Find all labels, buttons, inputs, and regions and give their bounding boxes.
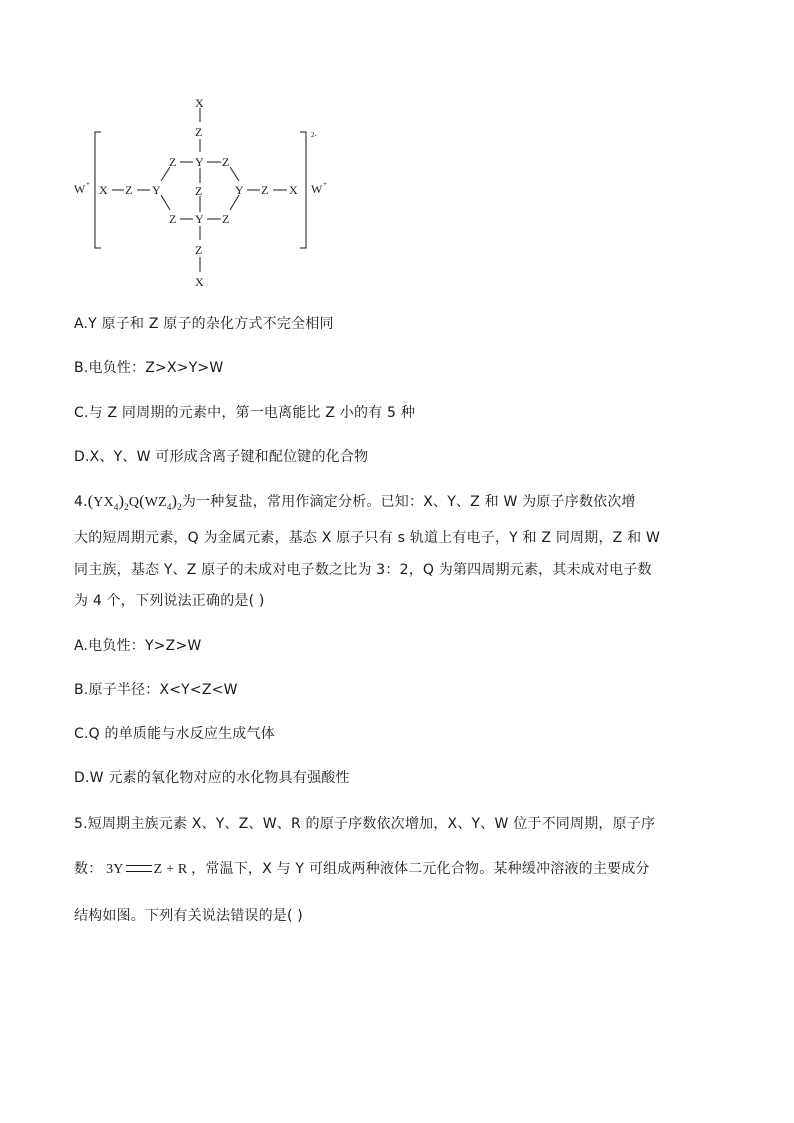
atom-z-upper-left: Z (169, 155, 177, 169)
cation-right: W (311, 182, 323, 196)
q4-number: 4. (74, 494, 88, 510)
atom-y-lower: Y (195, 212, 204, 226)
q4-stem-line-2: 大的短周期元素，Q 为金属元素，基态 X 原子只有 s 轨道上有电子，Y 和 Z 同周期，Z 和 W (74, 530, 660, 546)
q4-stem-line-4: 为 4 个，下列说法正确的是( ) (74, 593, 265, 609)
q4-formula: $(YX_4)_2Q(WZ_4)_2$ (87, 493, 182, 512)
q5-stem-line-2: 数： 3Y Z + R ，常温下，X 与 Y 可组成两种液体二元化合物。某种缓冲溶液的主要成分 (74, 861, 650, 877)
atom-x-top: X (195, 96, 204, 110)
borate-anion-structure-diagram (0, 0, 794, 300)
cation-left-charge: + (86, 180, 90, 188)
atom-z-center: Z (195, 184, 203, 198)
cation-right-charge: + (323, 180, 327, 188)
atom-z-lower-left: Z (169, 212, 177, 226)
atom-z-left: Z (125, 183, 133, 197)
atom-z-lower-right: Z (222, 212, 230, 226)
q5-stem-line-3: 结构如图。下列有关说法错误的是( ) (74, 908, 303, 924)
q4-option-d: D.W 元素的氧化物对应的水化物具有强酸性 (74, 770, 350, 786)
atom-y-right: Y (235, 183, 244, 197)
atom-z-upper-right: Z (222, 155, 230, 169)
q4-stem-line-3: 同主族，基态 Y、Z 原子的未成对电子数之比为 3：2，Q 为第四周期元素，其未成对电子数 (74, 562, 652, 578)
atom-y-upper: Y (195, 155, 204, 169)
atom-z-top: Z (195, 125, 203, 139)
q3-option-d: D.X、Y、W 可形成含离子键和配位键的化合物 (74, 449, 369, 465)
atom-z-bottom: Z (195, 243, 203, 257)
atom-z-right: Z (261, 183, 269, 197)
q5-stem-line-1: 5.短周期主族元素 X、Y、Z、W、R 的原子序数依次增加，X、Y、W 位于不同周期，原子序 (74, 816, 656, 832)
q3-option-a: A.Y 原子和 Z 原子的杂化方式不完全相同 (74, 316, 334, 332)
equals-sign (126, 865, 152, 872)
atom-x-right: X (289, 183, 298, 197)
right-bracket (300, 132, 306, 248)
atom-x-left: X (99, 183, 108, 197)
q3-option-b: B.电负性：Z>X>Y>W (74, 360, 224, 376)
q3-option-c: C.与 Z 同周期的元素中，第一电离能比 Z 小的有 5 种 (74, 405, 416, 421)
q4-option-a: A.电负性：Y>Z>W (74, 638, 202, 654)
atom-y-left: Y (152, 183, 161, 197)
q4-stem-line-1: $4.(YX_4)_2Q(WZ_4)_2$为一种复盐，常用作滴定分析。已知：X、Y、Z 和 W 为原子序数依次增 (74, 493, 636, 512)
q5-equation: 3Y Z + R (106, 862, 188, 877)
q4-option-b: B.原子半径：X<Y<Z<W (74, 682, 238, 698)
atom-x-bottom: X (195, 275, 204, 289)
q4-option-c: C.Q 的单质能与水反应生成气体 (74, 726, 275, 742)
anion-charge: 2- (311, 131, 317, 139)
cation-left: W (74, 182, 86, 196)
